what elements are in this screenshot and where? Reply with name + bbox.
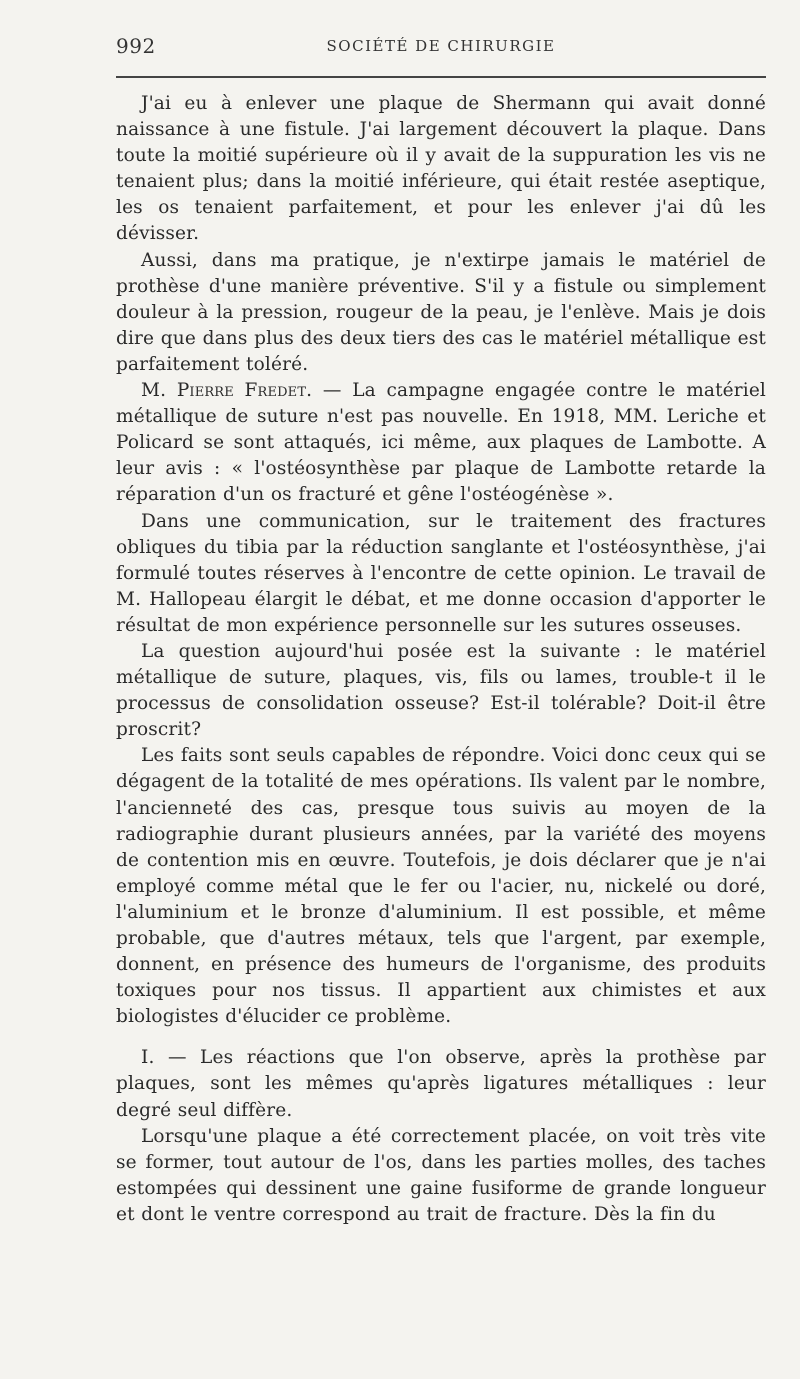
paragraph: La question aujourd'hui posée est la suivante : le matériel métallique de suture, plaques, vis, fils ou lames, trouble-t il le processus de consolidation osseuse? Est-il tolérable? Doit-il être proscrit? [116,640,766,741]
paragraph: J'ai eu à enlever une plaque de Shermann qui avait donné naissance à une fistule. J'ai largement découvert la plaque. Dans toute la moitié supérieure où il y avait de la suppuration les vis ne tenaient plus; dans la moitié inférieure, qui était restée aseptique, les os tenaient parfaitement, et pour les enlever j'ai dû les dévisser. [116,93,766,245]
paragraph: Lorsqu'une plaque a été correctement placée, on voit très vite se former, tout autour de l'os, dans les parties molles, des taches estompées qui dessinent une gaine fusiforme de grande longueur et dont le ventre correspond au trait de fracture. Dès la fin du [116,1125,766,1225]
page-number: 992 [116,34,156,58]
paragraph: Les faits sont seuls capables de répondre. Voici donc ceux qui se dégagent de la totalité de mes opérations. Ils valent par le nombre, l'ancienneté des cas, presque tous suivis au moyen de la radiographie durant plusieurs années, par la variété des moyens de contention mis en œuvre. Toutefois, je dois déclarer que je n'ai employé comme métal que le fer ou l'acier, nu, nickelé ou doré, l'aluminium et le bronze d'aluminium. Il est possible, et même probable, que d'autres métaux, tels que l'argent, par exemple, donnent, en présence des humeurs de l'organisme, des produits toxiques pour nos tissus. Il appartient aux chimistes et aux biologistes d'élucider ce problème. [116,745,766,1028]
paragraph-text: — La campagne engagée contre le matériel métallique de suture n'est pas nouvelle. En 1918, MM. Leriche et Policard se sont attaqués, ici même, aux plaques de Lambotte. A leur avis : « l'ostéosynthèse par plaque de Lambotte retarde la réparation d'un os fracturé et gêne l'ostéogénèse ». [116,380,766,506]
paragraph: Dans une communication, sur le traitement des fractures obliques du tibia par la réduction sanglante et l'ostéosynthèse, j'ai formulé toutes réserves à l'encontre de cette opinion. Le travail de M. Hallopeau élargit le débat, et me donne occasion d'apporter le résultat de mon expérience personnelle sur les sutures osseuses. [116,510,766,636]
body-text [116,91,766,1228]
paragraph: Aussi, dans ma pratique, je n'extirpe jamais le matériel de prothèse d'une manière préventive. S'il y a fistule ou simplement douleur à la pression, rougeur de la peau, je l'enlève. Mais je dois dire que dans plus des deux tiers des cas le matériel métallique est parfaitement toléré. [116,249,766,375]
paragraph-speaker [116,378,766,508]
header-rule [116,76,766,78]
speaker-name: M. Pierre Fredet. [141,380,313,402]
paragraph: I. — Les réactions que l'on observe, après la prothèse par plaques, sont les mêmes qu'après ligatures métalliques : leur degré seul diffère. [116,1047,766,1121]
page-header [116,34,766,62]
running-head: SOCIÉTÉ DE CHIRURGIE [326,37,556,55]
